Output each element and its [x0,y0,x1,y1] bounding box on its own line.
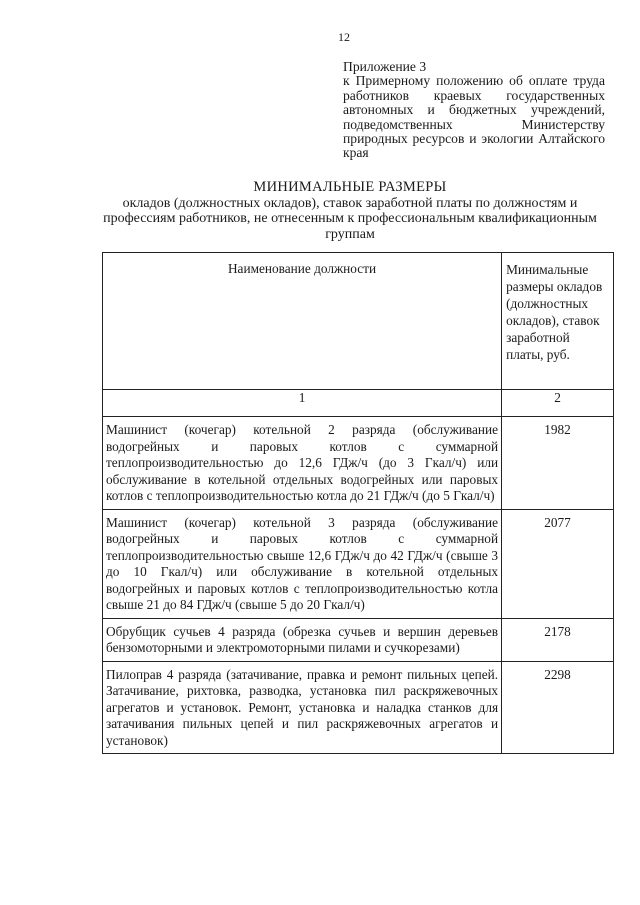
column-number: 1 [103,390,502,417]
salary-amount: 2178 [502,618,614,661]
table-row [103,509,614,618]
page-number: 12 [338,30,350,44]
header-position-name: Наименование должности [103,253,502,390]
position-name: Машинист (кочегар) котельной 3 разряда (обслуживание водогрейных и паровых котлов с суммарной теплопроизводительностью свыше 12,6 ГДж/ч до 42 ГДж/ч (свыше 3 до 10 Гкал/ч) или обслуживание в котельной отдельных водогрейных и паровых котлов с теплопроизводительностью котла свыше 21 до 84 ГДж/ч (свыше 5 до 20 Гкал/ч) [103,509,502,618]
title-heading: МИНИМАЛЬНЫЕ РАЗМЕРЫ [253,179,447,195]
position-name: Пилоправ 4 разряда (затачивание, правка и ремонт пильных цепей. Затачивание, рихтовка, разводка, установка пил раскряжевочных агрегатов и установок. Ремонт, установка и наладка станков для затачивания пильных цепей и пил раскряжевочных агрегатов и установок) [103,661,502,754]
title-subheading: окладов (должностных окладов), ставок заработной платы по должностям и профессиям работников, не отнесенным к профессиональным квалификационным группам [103,195,597,242]
salary-amount: 1982 [502,417,614,510]
appendix-title: Приложение 3 [343,59,427,74]
position-name: Машинист (кочегар) котельной 2 разряда (обслуживание водогрейных и паровых котлов с суммарной теплопроизводительностью до 12,6 ГДж/ч (до 3 Гкал/ч) или обслуживание в котельной отдельных водогрейных или паровых котлов с теплопроизводительностью котла до 21 ГДж/ч (до 5 Гкал/ч) [103,417,502,510]
table-row [103,618,614,661]
salary-amount: 2077 [502,509,614,618]
document-title [90,180,610,242]
column-number: 2 [502,390,614,417]
column-numbers-row [103,390,614,417]
salary-table [102,252,614,754]
position-name: Обрубщик сучьев 4 разряда (обрезка сучьев и вершин деревьев бензомоторными и электромоторными пилами и сучкорезами) [103,618,502,661]
table-row [103,661,614,754]
table-row [103,417,614,510]
table-header-row [103,253,614,390]
salary-amount: 2298 [502,661,614,754]
appendix-text: к Примерному положению об оплате труда работников краевых государственных автономных и бюджетных учреждений, подведомственных Министерству природных ресурсов и экологии Алтайского края [343,73,605,161]
appendix-block [343,60,605,161]
header-minimum-salary: Минимальные размеры окладов (должностных окладов), ставок заработной платы, руб. [502,253,614,390]
